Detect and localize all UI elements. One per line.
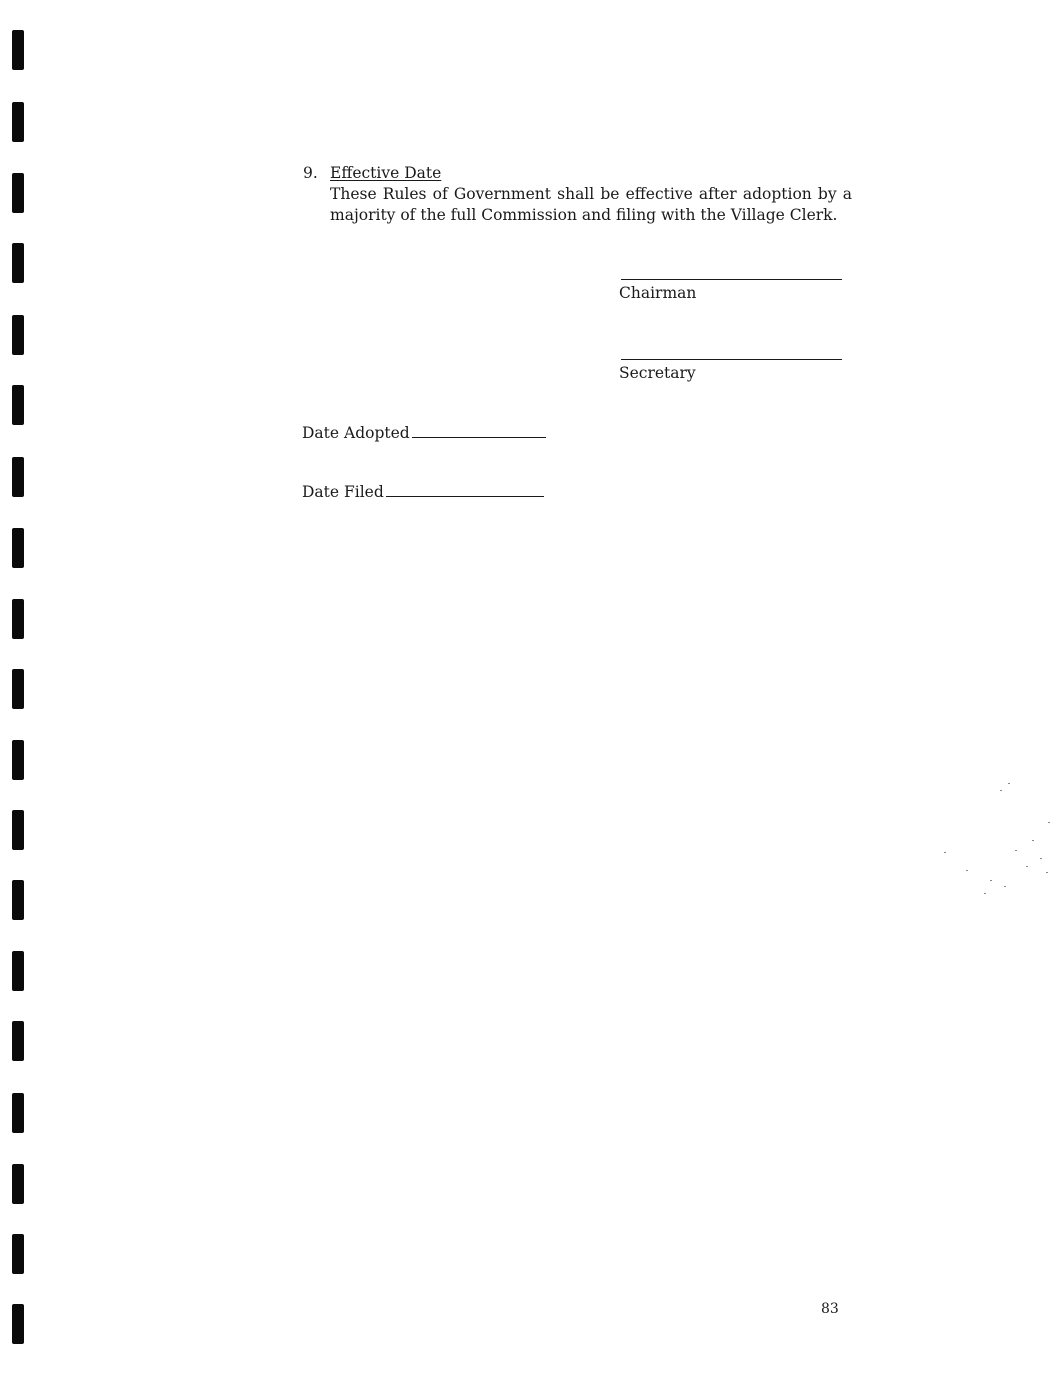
punch-hole [12,1164,24,1204]
punch-hole [12,1021,24,1061]
date-filed-label: Date Filed [302,483,384,501]
punch-hole [12,951,24,991]
punch-hole [12,1234,24,1274]
punch-hole [12,810,24,850]
punch-hole [12,669,24,709]
date-adopted-blank [412,423,546,438]
punch-hole [12,385,24,425]
date-adopted-row [302,423,546,442]
punch-hole [12,315,24,355]
section-body: These Rules of Government shall be effective after adoption by a majority of the full Commission and filing with the Village Clerk. [330,185,852,224]
page-number: 83 [821,1301,839,1317]
punch-hole [12,880,24,920]
punch-hole [12,740,24,780]
punch-hole [12,1093,24,1133]
binding-punch-holes [0,0,40,1380]
punch-hole [12,528,24,568]
punch-hole [12,243,24,283]
punch-hole [12,1304,24,1344]
chairman-label: Chairman [619,284,697,302]
date-filed-row [302,482,544,501]
punch-hole [12,457,24,497]
punch-hole [12,599,24,639]
date-filed-blank [386,482,544,497]
date-adopted-label: Date Adopted [302,424,410,442]
punch-hole [12,173,24,213]
section-heading: Effective Date [330,164,442,182]
chairman-signature-line [621,279,842,280]
section-number: 9. [303,164,318,182]
secretary-label: Secretary [619,364,696,382]
punch-hole [12,30,24,70]
secretary-signature-line [621,359,842,360]
punch-hole [12,102,24,142]
